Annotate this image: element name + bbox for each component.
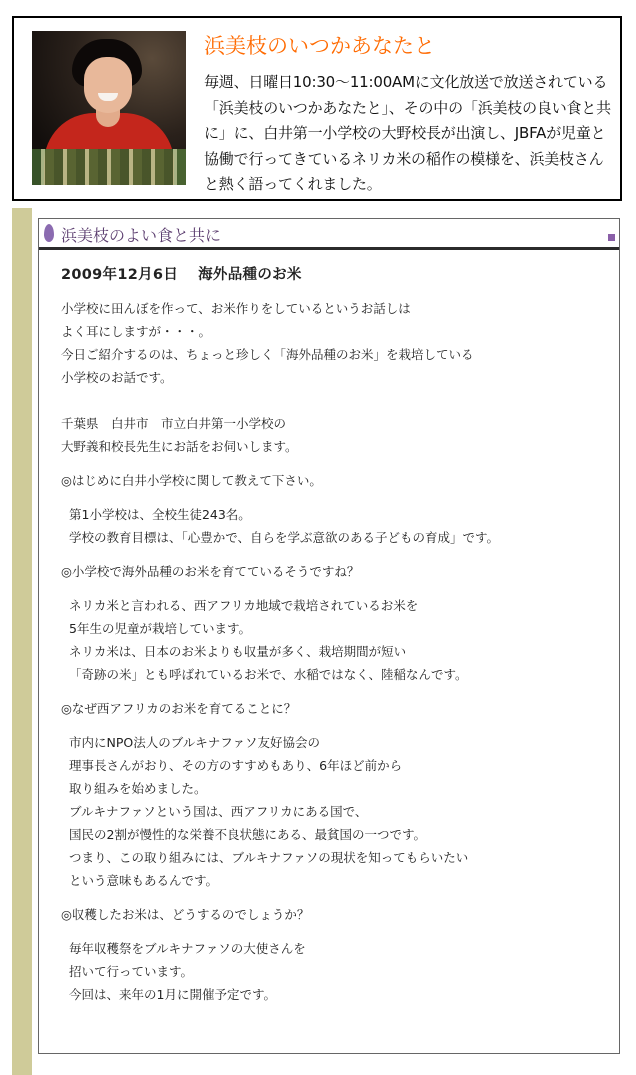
answer-line: 第1小学校は、全校生徒243名。 (69, 507, 251, 522)
answer-line: 毎年収穫祭をブルキナファソの大使さんを (69, 941, 306, 956)
answer-line: 学校の教育目標は、「心豊かで、自らを学ぶ意欲のある子どもの育成」です。 (69, 530, 500, 545)
intro-line: 小学校に田んぼを作って、お米作りをしているというお話しは (61, 301, 411, 316)
panel-title: 浜美枝のよい食と共に (61, 226, 222, 245)
speaker-line: 千葉県 白井市 市立白井第一小学校の (61, 416, 287, 431)
intro-line: 小学校のお話です。 (61, 370, 173, 385)
answer-line: 5年生の児童が栽培しています。 (69, 621, 251, 636)
answer-line: つまり、この取り組みには、ブルキナファソの現状を知ってもらいたい (69, 850, 469, 865)
article-heading (61, 263, 302, 284)
speaker-line: 大野義和校長先生にお話をお伺いします。 (61, 439, 298, 454)
answer-line: ネリカ米と言われる、西アフリカ地域で栽培されているお米を (69, 598, 419, 613)
answer-2 (61, 594, 601, 686)
article-title: 海外品種のお米 (198, 267, 302, 283)
side-decoration-bar (12, 208, 32, 1075)
answer-line: 今回は、来年の1月に開催予定です。 (69, 987, 276, 1002)
header-box (12, 16, 622, 201)
article-date: 2009年12月6日 (61, 267, 179, 283)
answer-1 (61, 503, 601, 549)
question-1: ◎はじめに白井小学校に関して教えて下さい。 (61, 473, 322, 488)
answer-line: 取り組みを始めました。 (69, 781, 207, 796)
leaf-icon (44, 224, 54, 242)
article-content (61, 297, 601, 1006)
answer-line: 国民の2割が慢性的な栄養不良状態にある、最貧国の一つです。 (69, 827, 426, 842)
answer-line: ネリカ米は、日本のお米よりも収量が多く、栽培期間が短い (69, 644, 407, 659)
host-photo (32, 31, 186, 185)
square-bullet-icon (608, 234, 615, 241)
answer-line: 理事長さんがおり、その方のすすめもあり、6年ほど前から (69, 758, 403, 773)
answer-3 (61, 731, 601, 892)
intro-block (61, 297, 601, 389)
article-panel (38, 218, 620, 1054)
question-4: ◎収穫したお米は、どうするのでしょうか？ (61, 907, 310, 922)
program-intro: 毎週、日曜日10:30〜11:00AMに文化放送で放送されている「浜美枝のいつかあなたと」、その中の「浜美枝の良い食と共に」に、白井第一小学校の大野校長が出演し、JBFAが児童と協働で行ってきているネリカ米の稲作の模様を、浜美枝さんと熱く語ってくれました。 (204, 73, 611, 193)
answer-line: 「奇跡の米」とも呼ばれているお米で、水稲ではなく、陸稲なんです。 (69, 667, 468, 682)
question-3: ◎なぜ西アフリカのお米を育てることに？ (61, 701, 297, 716)
panel-header (39, 219, 619, 250)
intro-line: よく耳にしますが・・・。 (61, 324, 212, 339)
speaker-block (61, 412, 601, 458)
answer-4 (61, 937, 601, 1006)
answer-line: という意味もあるんです。 (69, 873, 219, 888)
question-2: ◎小学校で海外品種のお米を育てているそうですね？ (61, 564, 360, 579)
answer-line: 市内にNPO法人のブルキナファソ友好協会の (69, 735, 320, 750)
intro-line: 今日ご紹介するのは、ちょっと珍しく「海外品種のお米」を栽培している (61, 347, 474, 362)
answer-line: ブルキナファソという国は、西アフリカにある国で、 (69, 804, 368, 819)
program-title: 浜美枝のいつかあなたと (204, 34, 435, 58)
answer-line: 招いて行っています。 (69, 964, 194, 979)
